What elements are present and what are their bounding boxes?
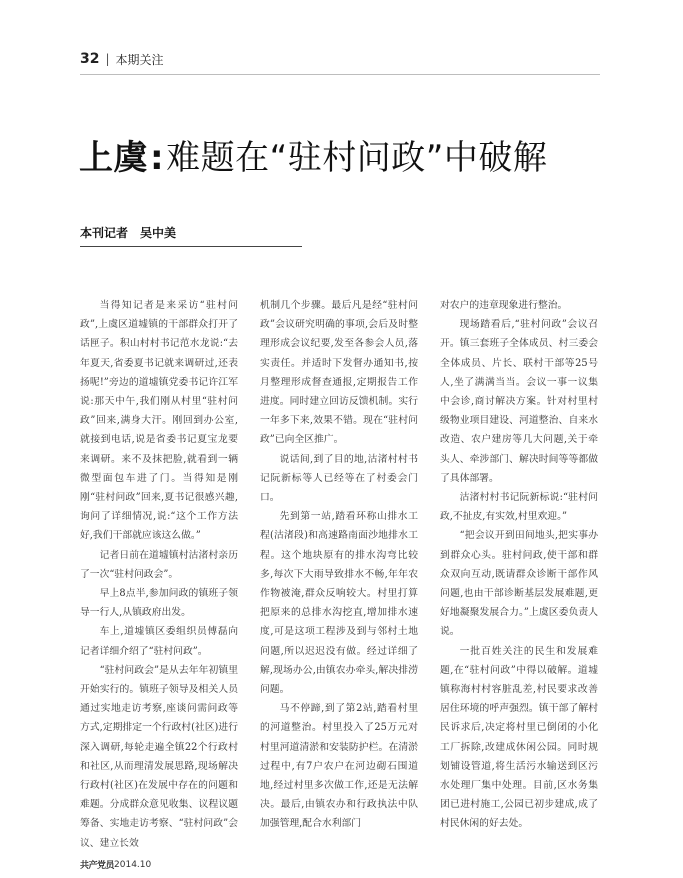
page-footer <box>80 858 151 871</box>
page-number: 32 <box>80 51 100 67</box>
title-rest: 难题在“驻村问政”中破解 <box>166 138 548 178</box>
paragraph: 早上8点半,参加问政的镇班子领导一行人,从镇政府出发。 <box>80 588 238 619</box>
section-name: 本期关注 <box>115 52 164 67</box>
running-header <box>80 50 164 68</box>
paragraph: 马不停蹄,到了第2站,踏看村里的河道整治。村里投入了25万元对村里河道清淤和安装防护栏。在清淤过程中,有7户农户在河边砌石围道地,经过村里多次做工作,还是无法解决。最后,由镇农办和行政执法中队加强管理,配合水利部门 <box>260 703 418 830</box>
issue-date: 2014.10 <box>114 859 152 870</box>
paragraph: 车上,道墟镇区委组织员傅磊向记者详细介绍了“驻村问政”。 <box>80 626 238 657</box>
text-column-2 <box>260 296 418 834</box>
title-place: 上虞 <box>79 138 148 178</box>
header-separator: | <box>105 52 110 66</box>
header-divider <box>80 74 600 75</box>
paragraph: 现场踏看后,“驻村问政”会议召开。镇三套班子全体成员、村三委会全体成员、片长、联村干部等25号人,坐了满满当当。会议一事一议集中会诊,商讨解决方案。针对村里村级物业项目建设、河道整治、自来水改造、农户建房等几大问题,关于牵头人、牵涉部门、解决时间等等都做了具体部署。 <box>440 319 598 484</box>
byline-divider <box>80 246 302 247</box>
byline-author: 吴中美 <box>140 226 177 240</box>
magazine-name: 共产党员 <box>80 861 115 871</box>
paragraph-continued: 机制几个步骤。最后凡是经“驻村问政”会议研究明确的事项,会后及时整理形成会议纪要,发至各参会人员,落实责任。并适时下发督办通知书,按月整理形成督查通报,定期报告工作进度。同时建立回访反馈机制。实行一年多下来,效果不错。现在“驻村问政”已向全区推广。 <box>260 300 418 446</box>
article-title <box>79 136 547 180</box>
paragraph-continued: 对农户的违章现象进行整治。 <box>440 300 568 311</box>
paragraph: 当得知记者是来采访“驻村问政”,上虞区道墟镇的干部群众打开了话匣子。积山村村书记范水龙说:“去年夏天,省委夏书记就来调研过,还表扬呢!”旁边的道墟镇党委书记许江军说:那天中午,我们刚从村里“驻村问政”回来,满身大汗。刚回到办公室,就接到电话,说是省委书记夏宝龙要来调研。来不及抹把脸,就看到一辆微型面包车进了门。当得知是刚刚“驻村问政”回来,夏书记很感兴趣,询问了详细情况,说:“这个工作方法好,我们干部就应该这么做。” <box>80 300 238 542</box>
title-colon: : <box>150 138 165 178</box>
byline <box>80 224 176 241</box>
paragraph: “驻村问政会”是从去年年初镇里开始实行的。镇班子领导及相关人员通过实地走访考察,座谈问需问政等方式,定期排定一个行政村(社区)进行深入调研,每轮走遍全镇22个行政村和社区,从而理清发展思路,现场解决行政村(社区)在发展中存在的问题和难题。分成群众意见收集、议程议题筹备、实地走访考察、“驻村问政”会议、建立长效 <box>80 664 238 849</box>
paragraph: 沽渚村村书记阮新标说:“驻村问政,不扯皮,有实效,村里欢迎。” <box>440 492 598 523</box>
paragraph: 说话间,到了目的地,沽渚村村书记阮新标等人已经等在了村委会门口。 <box>260 453 418 504</box>
paragraph: 记者日前在道墟镇村沽渚村亲历了一次“驻村问政会”。 <box>80 549 238 580</box>
text-column-1 <box>80 296 238 853</box>
byline-label: 本刊记者 <box>80 226 129 240</box>
paragraph: 一批百姓关注的民生和发展难题,在“驻村问政”中得以破解。道墟镇称海村村容脏乱差,村民要求改善居住环境的呼声强烈。镇干部了解村民诉求后,决定将村里已倒闭的小化工厂拆除,改建成休闲公园。同时规划铺设管道,将生活污水输送到区污水处理厂集中处理。目前,区水务集团已进村施工,公园已初步建成,成了村民休闲的好去处。 <box>440 645 598 830</box>
paragraph: 先到第一站,踏看环称山排水工程(沽渚段)和高速路南面沙地排水工程。这个地块原有的排水沟弯比较多,每次下大雨导致排水不畅,年年农作物被淹,群众反响较大。村里打算把原来的总排水沟挖直,增加排水速度,可是这项工程涉及到与邻村土地问题,所以迟迟没有做。经过详细了解,现场办公,由镇农办牵头,解决排涝问题。 <box>260 511 418 696</box>
paragraph: “把会议开到田间地头,把实事办到群众心头。驻村问政,使干部和群众双向互动,既请群众诊断干部作风问题,也由干部诊断基层发展难题,更好地凝聚发展合力。”上虞区委负责人说。 <box>440 530 598 638</box>
text-column-3 <box>440 296 598 834</box>
